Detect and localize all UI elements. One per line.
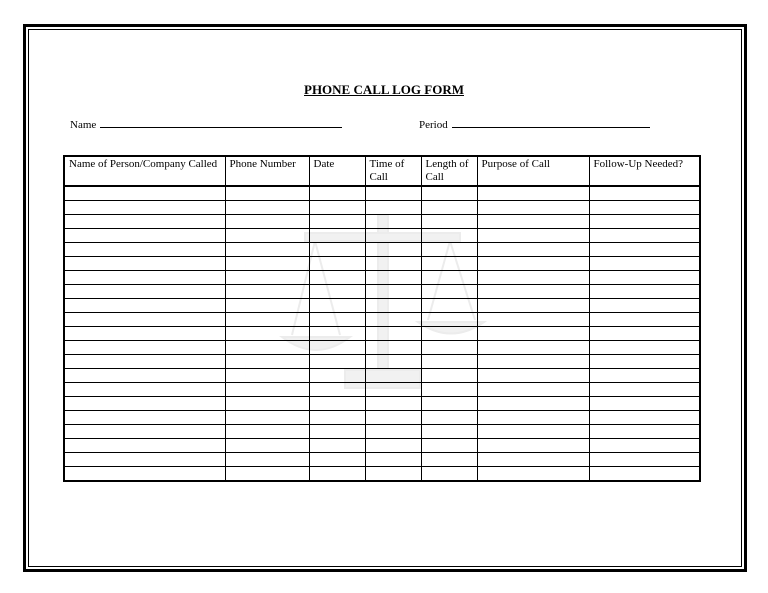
table-cell[interactable] — [477, 186, 589, 201]
table-cell[interactable] — [64, 341, 225, 355]
table-cell[interactable] — [309, 439, 365, 453]
table-cell[interactable] — [225, 467, 309, 482]
table-cell[interactable] — [64, 383, 225, 397]
table-cell[interactable] — [589, 299, 700, 313]
table-row — [64, 201, 700, 215]
table-cell[interactable] — [309, 341, 365, 355]
table-cell[interactable] — [421, 383, 477, 397]
column-header-time: Time of Call — [365, 156, 421, 186]
table-cell[interactable] — [309, 201, 365, 215]
table-cell[interactable] — [365, 313, 421, 327]
table-cell[interactable] — [365, 271, 421, 285]
table-cell[interactable] — [477, 313, 589, 327]
table-cell[interactable] — [225, 383, 309, 397]
table-cell[interactable] — [225, 355, 309, 369]
table-cell[interactable] — [365, 453, 421, 467]
period-input-line[interactable] — [452, 117, 650, 128]
table-row — [64, 411, 700, 425]
table-cell[interactable] — [309, 271, 365, 285]
form-title: PHONE CALL LOG FORM — [304, 82, 464, 97]
table-cell[interactable] — [589, 383, 700, 397]
table-cell[interactable] — [421, 453, 477, 467]
table-cell[interactable] — [309, 453, 365, 467]
table-cell[interactable] — [477, 229, 589, 243]
column-header-phone: Phone Number — [225, 156, 309, 186]
table-cell[interactable] — [421, 341, 477, 355]
table-cell[interactable] — [589, 355, 700, 369]
table-cell[interactable] — [64, 355, 225, 369]
table-cell[interactable] — [589, 397, 700, 411]
table-cell[interactable] — [589, 201, 700, 215]
column-header-length: Length of Call — [421, 156, 477, 186]
table-cell[interactable] — [64, 257, 225, 271]
table-cell[interactable] — [477, 439, 589, 453]
table-row — [64, 299, 700, 313]
table-cell[interactable] — [309, 411, 365, 425]
table-cell[interactable] — [309, 369, 365, 383]
table-cell[interactable] — [225, 397, 309, 411]
table-cell[interactable] — [64, 243, 225, 257]
table-cell[interactable] — [64, 411, 225, 425]
table-row — [64, 285, 700, 299]
table-row — [64, 327, 700, 341]
table-cell[interactable] — [309, 383, 365, 397]
table-cell[interactable] — [589, 341, 700, 355]
table-cell[interactable] — [225, 439, 309, 453]
table-cell[interactable] — [64, 369, 225, 383]
table-cell[interactable] — [365, 425, 421, 439]
table-cell[interactable] — [225, 186, 309, 201]
table-row — [64, 186, 700, 201]
table-cell[interactable] — [589, 327, 700, 341]
table-cell[interactable] — [477, 215, 589, 229]
column-header-date: Date — [309, 156, 365, 186]
table-cell[interactable] — [477, 467, 589, 482]
table-cell[interactable] — [309, 355, 365, 369]
table-cell[interactable] — [421, 313, 477, 327]
period-field — [419, 117, 650, 131]
table-body — [64, 186, 700, 481]
table-cell[interactable] — [365, 397, 421, 411]
table-row — [64, 439, 700, 453]
table-row — [64, 229, 700, 243]
call-log-table — [63, 155, 701, 482]
table-cell[interactable] — [225, 313, 309, 327]
table-cell[interactable] — [365, 355, 421, 369]
table-row — [64, 383, 700, 397]
table-cell[interactable] — [477, 299, 589, 313]
table-cell[interactable] — [64, 467, 225, 482]
table-cell[interactable] — [589, 313, 700, 327]
table-cell[interactable] — [589, 186, 700, 201]
column-header-follow-up: Follow-Up Needed? — [589, 156, 700, 186]
column-header-purpose: Purpose of Call — [477, 156, 589, 186]
table-cell[interactable] — [309, 243, 365, 257]
table-cell[interactable] — [64, 285, 225, 299]
table-cell[interactable] — [421, 425, 477, 439]
table-cell[interactable] — [225, 299, 309, 313]
table-cell[interactable] — [365, 341, 421, 355]
table-cell[interactable] — [421, 285, 477, 299]
table-row — [64, 257, 700, 271]
table-cell[interactable] — [309, 397, 365, 411]
table-cell[interactable] — [309, 299, 365, 313]
table-cell[interactable] — [421, 201, 477, 215]
table-cell[interactable] — [477, 453, 589, 467]
table-cell[interactable] — [421, 229, 477, 243]
table-cell[interactable] — [225, 341, 309, 355]
table-cell[interactable] — [477, 397, 589, 411]
table-cell[interactable] — [225, 425, 309, 439]
table-cell[interactable] — [589, 467, 700, 482]
table-cell[interactable] — [365, 369, 421, 383]
table-cell[interactable] — [421, 215, 477, 229]
table-cell[interactable] — [421, 299, 477, 313]
table-cell[interactable] — [365, 215, 421, 229]
table-cell[interactable] — [309, 313, 365, 327]
table-row — [64, 397, 700, 411]
table-cell[interactable] — [365, 229, 421, 243]
table-cell[interactable] — [477, 271, 589, 285]
table-row — [64, 369, 700, 383]
table-cell[interactable] — [421, 467, 477, 482]
table-cell[interactable] — [477, 257, 589, 271]
name-field — [70, 117, 342, 131]
table-header-row — [64, 156, 700, 186]
table-cell[interactable] — [225, 229, 309, 243]
table-cell[interactable] — [225, 257, 309, 271]
table-cell[interactable] — [477, 285, 589, 299]
table-cell[interactable] — [589, 229, 700, 243]
table-cell[interactable] — [421, 439, 477, 453]
table-cell[interactable] — [477, 201, 589, 215]
table-cell[interactable] — [477, 369, 589, 383]
table-cell[interactable] — [365, 299, 421, 313]
table-cell[interactable] — [421, 271, 477, 285]
table-cell[interactable] — [225, 411, 309, 425]
table-cell[interactable] — [589, 369, 700, 383]
table-cell[interactable] — [421, 327, 477, 341]
table-cell[interactable] — [64, 397, 225, 411]
table-row — [64, 215, 700, 229]
table-cell[interactable] — [225, 215, 309, 229]
table-row — [64, 243, 700, 257]
table-cell[interactable] — [589, 425, 700, 439]
table-cell[interactable] — [589, 243, 700, 257]
table-cell[interactable] — [589, 257, 700, 271]
table-cell[interactable] — [477, 355, 589, 369]
table-cell[interactable] — [225, 243, 309, 257]
table-cell[interactable] — [477, 341, 589, 355]
table-cell[interactable] — [365, 439, 421, 453]
table-cell[interactable] — [64, 439, 225, 453]
table-cell[interactable] — [64, 425, 225, 439]
table-cell[interactable] — [225, 285, 309, 299]
table-row — [64, 467, 700, 482]
table-cell[interactable] — [225, 369, 309, 383]
table-cell[interactable] — [309, 285, 365, 299]
table-cell[interactable] — [421, 369, 477, 383]
table-cell[interactable] — [477, 425, 589, 439]
table-cell[interactable] — [477, 327, 589, 341]
table-cell[interactable] — [421, 355, 477, 369]
table-cell[interactable] — [225, 201, 309, 215]
table-cell[interactable] — [477, 411, 589, 425]
table-cell[interactable] — [64, 327, 225, 341]
table-cell[interactable] — [64, 271, 225, 285]
table-cell[interactable] — [64, 299, 225, 313]
table-cell[interactable] — [365, 327, 421, 341]
table-cell[interactable] — [365, 411, 421, 425]
table-cell[interactable] — [421, 397, 477, 411]
table-cell[interactable] — [589, 411, 700, 425]
table-cell[interactable] — [64, 313, 225, 327]
table-row — [64, 341, 700, 355]
table-cell[interactable] — [365, 383, 421, 397]
table-cell[interactable] — [309, 215, 365, 229]
table-cell[interactable] — [421, 186, 477, 201]
table-cell[interactable] — [589, 285, 700, 299]
table-cell[interactable] — [225, 271, 309, 285]
table-cell[interactable] — [421, 257, 477, 271]
table-cell[interactable] — [589, 439, 700, 453]
table-cell[interactable] — [309, 257, 365, 271]
table-row — [64, 271, 700, 285]
table-cell[interactable] — [365, 257, 421, 271]
table-cell[interactable] — [365, 186, 421, 201]
table-row — [64, 313, 700, 327]
table-cell[interactable] — [309, 467, 365, 482]
table-cell[interactable] — [365, 285, 421, 299]
table-cell[interactable] — [64, 215, 225, 229]
table-cell[interactable] — [477, 243, 589, 257]
table-cell[interactable] — [309, 425, 365, 439]
table-cell[interactable] — [365, 201, 421, 215]
table-cell[interactable] — [225, 453, 309, 467]
column-header-name: Name of Person/Company Called — [64, 156, 225, 186]
period-label: Period — [419, 119, 448, 131]
table-cell[interactable] — [64, 453, 225, 467]
table-cell[interactable] — [64, 229, 225, 243]
table-cell[interactable] — [64, 201, 225, 215]
table-cell[interactable] — [589, 453, 700, 467]
table-cell[interactable] — [365, 243, 421, 257]
table-cell[interactable] — [365, 467, 421, 482]
table-cell[interactable] — [589, 215, 700, 229]
table-cell[interactable] — [589, 271, 700, 285]
name-label: Name — [70, 119, 97, 131]
name-input-line[interactable] — [100, 117, 342, 128]
table-cell[interactable] — [309, 327, 365, 341]
table-cell[interactable] — [421, 411, 477, 425]
table-row — [64, 425, 700, 439]
table-cell[interactable] — [309, 186, 365, 201]
table-row — [64, 355, 700, 369]
table-row — [64, 453, 700, 467]
table-cell[interactable] — [225, 327, 309, 341]
table-cell[interactable] — [64, 186, 225, 201]
table-cell[interactable] — [477, 383, 589, 397]
table-cell[interactable] — [309, 229, 365, 243]
table-cell[interactable] — [421, 243, 477, 257]
